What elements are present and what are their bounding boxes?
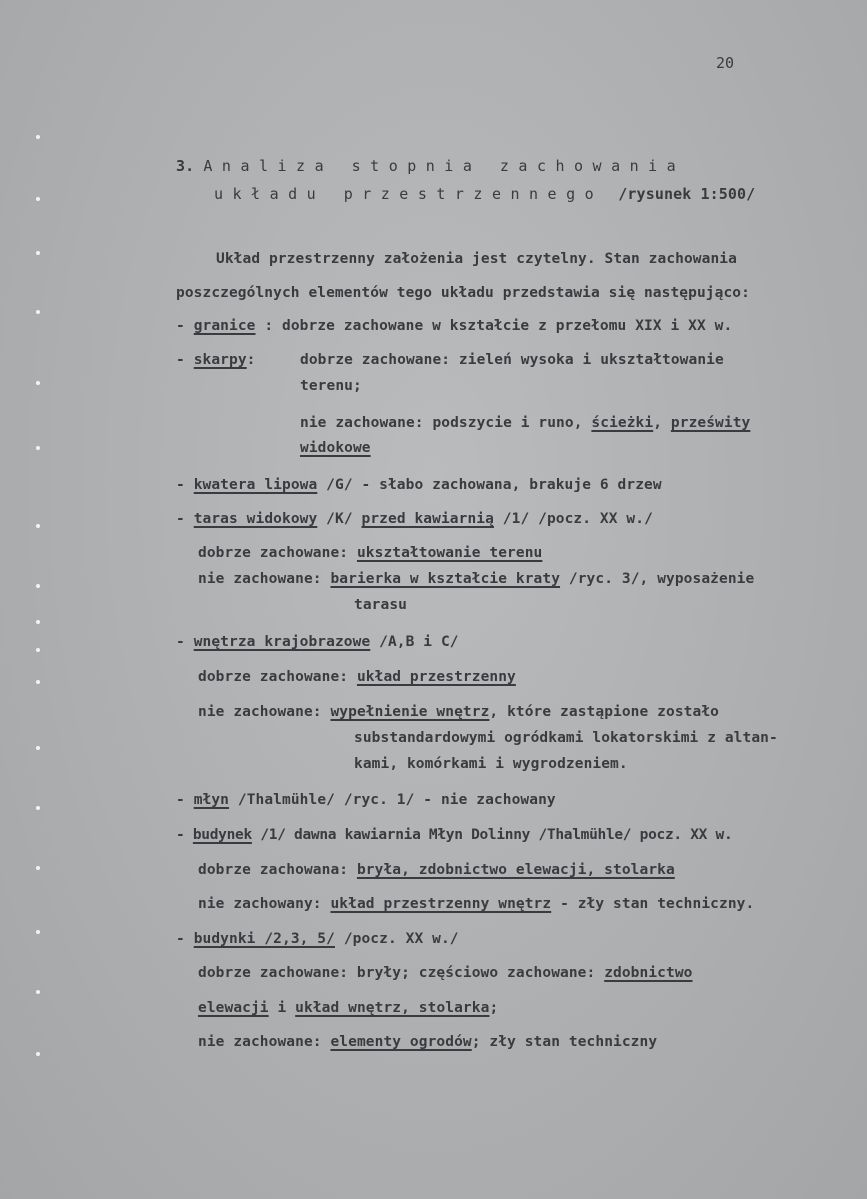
binding-hole [36, 930, 40, 934]
binding-hole [36, 197, 40, 201]
skarpy-text-2: terenu; [300, 378, 362, 394]
term-elewacji: elewacji [198, 1000, 269, 1016]
term-elementy-ogrodow: elementy ogrodów [330, 1034, 472, 1050]
section-number: 3. [176, 157, 195, 175]
taras-good [198, 544, 542, 562]
page-number: 20 [716, 54, 735, 72]
binding-hole [36, 310, 40, 314]
section-heading-line-1 [176, 157, 685, 175]
granice-text: : dobrze zachowane w kształcie z przełomu XIX i XX w. [264, 318, 733, 334]
budynki-line-3c: ; zły stan techniczny [471, 1034, 658, 1050]
section-heading-line-2 [214, 185, 755, 203]
kwatera-text: /G/ - słabo zachowana, brakuje 6 drzew [326, 477, 662, 493]
term-uklad-wnetrz: układ wnętrz, stolarka [295, 1000, 490, 1016]
wnetrza-bad [198, 703, 719, 721]
term-budynki: budynki /2,3, 5/ [193, 931, 335, 947]
term-sciezki: ścieżki [591, 415, 654, 431]
binding-hole [36, 524, 40, 528]
budynek-good [198, 861, 675, 879]
good-label: dobrze zachowane: [198, 669, 349, 685]
binding-hole [36, 381, 40, 385]
binding-hole [36, 1052, 40, 1056]
binding-hole [36, 806, 40, 810]
item-granice [176, 317, 732, 335]
list-dash: - [176, 477, 185, 493]
list-dash: - [176, 931, 185, 947]
item-mlyn [176, 791, 556, 809]
item-taras [176, 510, 653, 528]
term-skarpy: skarpy [193, 352, 247, 368]
bad-label: nie zachowane: [198, 704, 322, 720]
wnetrza-good [198, 668, 516, 686]
wnetrza-good-item: układ przestrzenny [356, 669, 516, 685]
item-kwatera [176, 476, 662, 494]
mlyn-text: /Thalmühle/ /ryc. 1/ - nie zachowany [237, 792, 556, 808]
budynek-bad-item: układ przestrzenny wnętrz [330, 896, 552, 912]
wnetrza-text: /A,B i C/ [379, 634, 459, 650]
term-kwatera: kwatera lipowa [193, 477, 318, 493]
taras-bad-rest: /ryc. 3/, wyposażenie [568, 571, 755, 587]
taras-good-item: ukształtowanie terenu [356, 545, 543, 561]
section-title-part-1: Analiza stopnia zachowania [203, 157, 686, 175]
skarpy-not-preserved: nie zachowane: podszycie i runo, [300, 415, 583, 431]
taras-bad-rest-2: tarasu [354, 597, 407, 613]
taras-bad [198, 570, 754, 588]
budynek-bad-rest: - zły stan techniczny. [560, 896, 755, 912]
budynki-line-1a: dobrze zachowane: bryły; częściowo zachowane: [198, 965, 596, 981]
budynki-line-2 [198, 999, 498, 1017]
bad-label: nie zachowane: [198, 571, 322, 587]
bad-label: nie zachowane: [198, 1034, 322, 1050]
budynki-conjunction: i [277, 1000, 287, 1016]
list-dash: - [176, 511, 185, 527]
budynek-good-item: bryła, zdobnictwo elewacji, stolarka [356, 862, 675, 878]
budynek-bad [198, 895, 754, 913]
section-title-part-2: układu przestrzennego [214, 185, 604, 203]
intro-line-1: Układ przestrzenny założenia jest czytelny. Stan zachowania [216, 251, 737, 267]
wnetrza-bad-rest-1: , które zastąpione zostało [489, 704, 719, 720]
skarpy-colon: : [246, 352, 256, 368]
binding-hole [36, 620, 40, 624]
wnetrza-bad-item: wypełnienie wnętrz [330, 704, 490, 720]
taras-text: /1/ /pocz. XX w./ [502, 511, 653, 527]
skarpy-text-4 [300, 439, 371, 457]
list-dash: - [176, 352, 185, 368]
binding-hole [36, 251, 40, 255]
list-dash: - [176, 827, 185, 843]
intro-line-2: poszczególnych elementów tego układu przedstawia się następująco: [176, 285, 750, 301]
item-skarpy [176, 351, 256, 369]
term-przeswity: prześwity [670, 415, 751, 431]
skarpy-text-3 [300, 414, 750, 432]
binding-hole [36, 446, 40, 450]
term-zdobnictwo: zdobnictwo [604, 965, 693, 981]
list-dash: - [176, 634, 185, 650]
good-label: dobrze zachowane: [198, 545, 349, 561]
binding-hole [36, 135, 40, 139]
good-label: dobrze zachowana: [198, 862, 349, 878]
skarpy-text-1: dobrze zachowane: zieleń wysoka i ukształtowanie [300, 352, 724, 368]
item-budynki [176, 930, 459, 948]
budynki-line-1 [198, 964, 693, 982]
term-mlyn: młyn [193, 792, 230, 808]
bad-label: nie zachowany: [198, 896, 322, 912]
budynki-line-3 [198, 1033, 657, 1051]
taras-bad-item: barierka w kształcie kraty [330, 571, 561, 587]
binding-hole [36, 648, 40, 652]
wnetrza-bad-rest-2: substandardowymi ogródkami lokatorskimi z altan- [354, 730, 778, 746]
term-taras: taras widokowy [193, 511, 318, 527]
term-wnetrza: wnętrza krajobrazowe [193, 634, 371, 650]
term-granice: granice [193, 318, 256, 334]
list-dash: - [176, 792, 185, 808]
binding-hole [36, 866, 40, 870]
binding-hole [36, 584, 40, 588]
binding-hole [36, 990, 40, 994]
term-widokowe: widokowe [300, 440, 371, 456]
budynki-semicolon: ; [489, 1000, 499, 1016]
term-budynek: budynek [192, 827, 252, 843]
binding-hole [36, 680, 40, 684]
item-budynek [176, 826, 732, 844]
wnetrza-bad-rest-3: kami, komórkami i wygrodzeniem. [354, 756, 628, 772]
budynki-text: /pocz. XX w./ [343, 931, 459, 947]
item-wnetrza [176, 633, 459, 651]
separator: , [653, 415, 663, 431]
list-dash: - [176, 318, 185, 334]
taras-mid: /K/ [326, 511, 353, 527]
drawing-reference: /rysunek 1:500/ [618, 185, 756, 203]
budynek-text: /1/ dawna kawiarnia Młyn Dolinny /Thalmühle/ pocz. XX w. [260, 827, 733, 843]
term-przed-kawiarnia: przed kawiarnią [361, 511, 494, 527]
binding-hole [36, 746, 40, 750]
